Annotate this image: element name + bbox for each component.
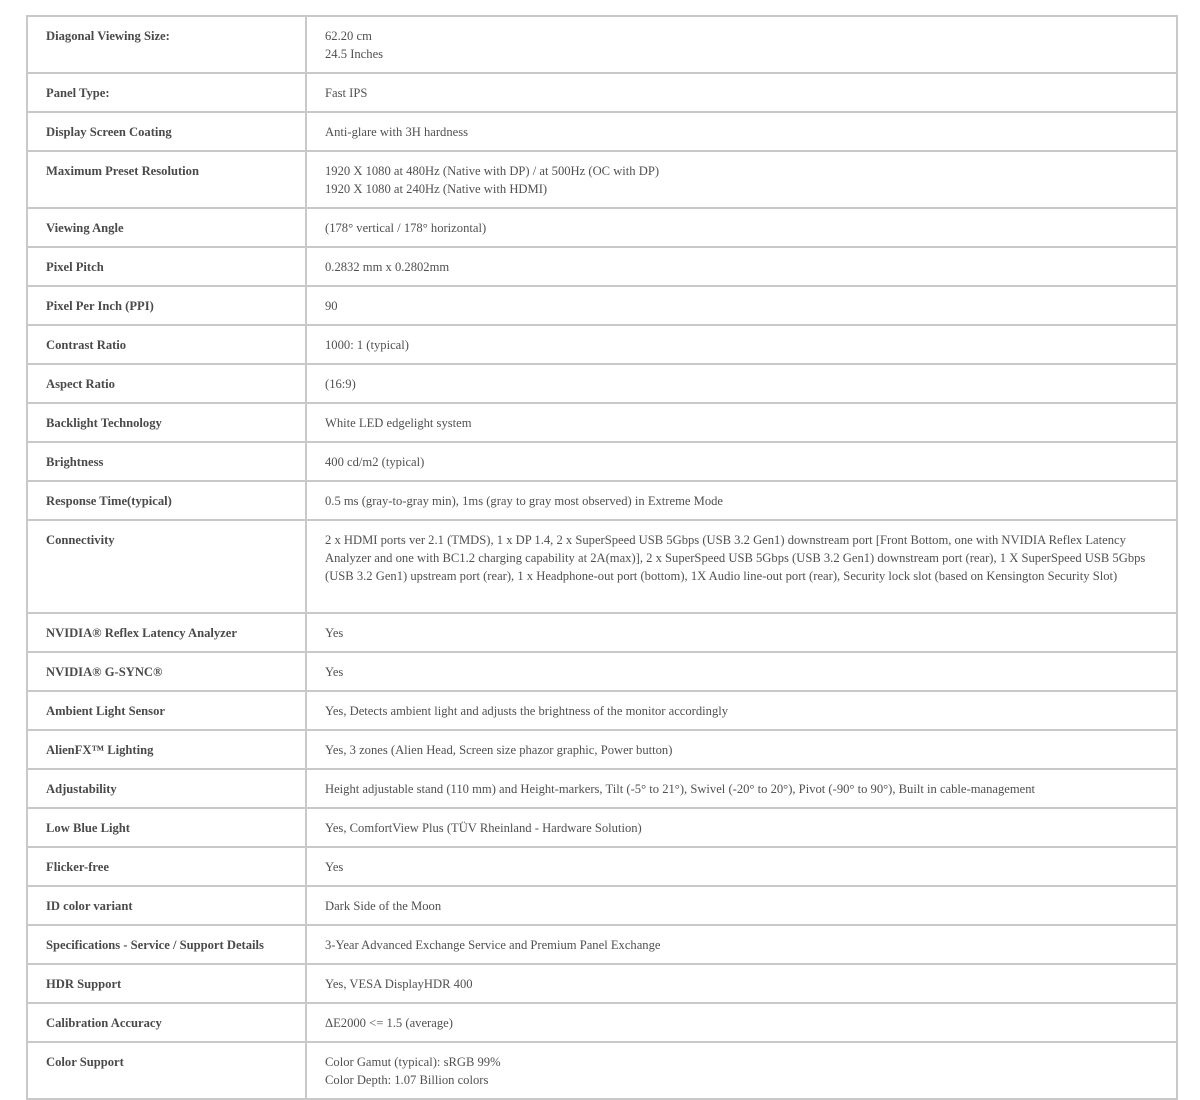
spec-label: Flicker-free (27, 847, 306, 886)
spec-value-line: 1920 X 1080 at 240Hz (Native with HDMI) (325, 182, 548, 196)
spec-value-line: (178° vertical / 178° horizontal) (325, 221, 487, 235)
spec-value-line: (16:9) (325, 377, 356, 391)
spec-value-line: White LED edgelight system (325, 416, 472, 430)
spec-value-line: 3-Year Advanced Exchange Service and Premium Panel Exchange (325, 938, 661, 952)
spec-row (27, 247, 1177, 286)
spec-row (27, 1003, 1177, 1042)
spec-row (27, 691, 1177, 730)
spec-row (27, 769, 1177, 808)
spec-value (306, 325, 1177, 364)
spec-row (27, 16, 1177, 73)
spec-row (27, 208, 1177, 247)
spec-row (27, 886, 1177, 925)
spec-value-line: 400 cd/m2 (typical) (325, 455, 425, 469)
spec-row (27, 364, 1177, 403)
spec-value (306, 364, 1177, 403)
spec-value-line: 1000: 1 (typical) (325, 338, 409, 352)
spec-value (306, 964, 1177, 1003)
spec-value (306, 730, 1177, 769)
spec-label: Calibration Accuracy (27, 1003, 306, 1042)
spec-row (27, 808, 1177, 847)
spec-value-line: Color Depth: 1.07 Billion colors (325, 1073, 489, 1087)
spec-value-line: 1920 X 1080 at 480Hz (Native with DP) / at 500Hz (OC with DP) (325, 164, 660, 178)
spec-value (306, 247, 1177, 286)
spec-value-line: Anti-glare with 3H hardness (325, 125, 469, 139)
spec-row (27, 1042, 1177, 1099)
spec-label: Connectivity (27, 520, 306, 613)
spec-value (306, 403, 1177, 442)
spec-row (27, 925, 1177, 964)
specifications-table (26, 15, 1178, 1100)
spec-row (27, 151, 1177, 208)
spec-value-line: 62.20 cm (325, 29, 372, 43)
spec-row (27, 847, 1177, 886)
spec-label: Aspect Ratio (27, 364, 306, 403)
spec-label: Adjustability (27, 769, 306, 808)
spec-value-line: Height adjustable stand (110 mm) and Height-markers, Tilt (-5° to 21°), Swivel (-20° to 20°), Pivot (-90° to 90°), Built in cable-management (325, 782, 1036, 796)
spec-value-line: Color Gamut (typical): sRGB 99% (325, 1055, 501, 1069)
spec-value (306, 886, 1177, 925)
spec-row (27, 964, 1177, 1003)
spec-value (306, 16, 1177, 73)
spec-label: Backlight Technology (27, 403, 306, 442)
spec-value (306, 1042, 1177, 1099)
spec-label: NVIDIA® Reflex Latency Analyzer (27, 613, 306, 652)
spec-value (306, 112, 1177, 151)
spec-row (27, 442, 1177, 481)
spec-value-line: 2 x HDMI ports ver 2.1 (TMDS), 1 x DP 1.4, 2 x SuperSpeed USB 5Gbps (USB 3.2 Gen1) downstream port [Front Bottom, one with NVIDIA Reflex Latency Analyzer and one with BC1.2 charging capability at 2A(max)], 2 x SuperSpeed USB 5Gbps (USB 3.2 Gen1) downstream port (rear), 1 X SuperSpeed USB 5Gbps (USB 3.2 Gen1) upstream port (rear), 1 x Headphone-out port (bottom), 1X Audio line-out port (rear), Security lock slot (based on Kensington Security Slot) (325, 533, 1146, 583)
spec-label: HDR Support (27, 964, 306, 1003)
spec-label: Color Support (27, 1042, 306, 1099)
spec-label: Viewing Angle (27, 208, 306, 247)
spec-value (306, 73, 1177, 112)
spec-label: Response Time(typical) (27, 481, 306, 520)
spec-value-line: Yes (325, 860, 344, 874)
specifications-table-body (27, 16, 1177, 1099)
spec-value (306, 925, 1177, 964)
spec-row (27, 613, 1177, 652)
spec-row (27, 112, 1177, 151)
spec-value (306, 652, 1177, 691)
spec-value (306, 520, 1177, 613)
spec-value (306, 151, 1177, 208)
spec-value (306, 691, 1177, 730)
spec-label: Display Screen Coating (27, 112, 306, 151)
spec-label: ID color variant (27, 886, 306, 925)
spec-value-line: Yes, VESA DisplayHDR 400 (325, 977, 473, 991)
spec-row (27, 73, 1177, 112)
spec-value-line: Fast IPS (325, 86, 368, 100)
spec-label: Brightness (27, 442, 306, 481)
spec-value (306, 769, 1177, 808)
spec-value-line: Yes, ComfortView Plus (TÜV Rheinland - Hardware Solution) (325, 821, 642, 835)
spec-value (306, 1003, 1177, 1042)
spec-row (27, 403, 1177, 442)
spec-row (27, 325, 1177, 364)
spec-value-line: 90 (325, 299, 338, 313)
spec-value (306, 481, 1177, 520)
spec-row (27, 286, 1177, 325)
spec-value (306, 208, 1177, 247)
spec-value (306, 808, 1177, 847)
spec-value-line: Dark Side of the Moon (325, 899, 442, 913)
spec-value-line: 24.5 Inches (325, 47, 384, 61)
spec-value (306, 847, 1177, 886)
spec-label: Maximum Preset Resolution (27, 151, 306, 208)
spec-value-line: 0.2832 mm x 0.2802mm (325, 260, 450, 274)
spec-value-line: Yes, Detects ambient light and adjusts the brightness of the monitor accordingly (325, 704, 729, 718)
spec-value-line: Yes, 3 zones (Alien Head, Screen size phazor graphic, Power button) (325, 743, 673, 757)
spec-value-line: Yes (325, 626, 344, 640)
spec-label: Contrast Ratio (27, 325, 306, 364)
spec-value-line: 0.5 ms (gray-to-gray min), 1ms (gray to gray most observed) in Extreme Mode (325, 494, 724, 508)
spec-value-line: ΔE2000 <= 1.5 (average) (325, 1016, 453, 1030)
spec-value (306, 442, 1177, 481)
spec-value-line: Yes (325, 665, 344, 679)
spec-row (27, 730, 1177, 769)
spec-label: Low Blue Light (27, 808, 306, 847)
spec-row (27, 481, 1177, 520)
spec-label: AlienFX™ Lighting (27, 730, 306, 769)
spec-value (306, 286, 1177, 325)
spec-label: Pixel Per Inch (PPI) (27, 286, 306, 325)
spec-row (27, 520, 1177, 613)
spec-label: Panel Type: (27, 73, 306, 112)
spec-label: Pixel Pitch (27, 247, 306, 286)
spec-value (306, 613, 1177, 652)
spec-label: Ambient Light Sensor (27, 691, 306, 730)
spec-label: NVIDIA® G-SYNC® (27, 652, 306, 691)
spec-label: Diagonal Viewing Size: (27, 16, 306, 73)
spec-label: Specifications - Service / Support Details (27, 925, 306, 964)
spec-row (27, 652, 1177, 691)
